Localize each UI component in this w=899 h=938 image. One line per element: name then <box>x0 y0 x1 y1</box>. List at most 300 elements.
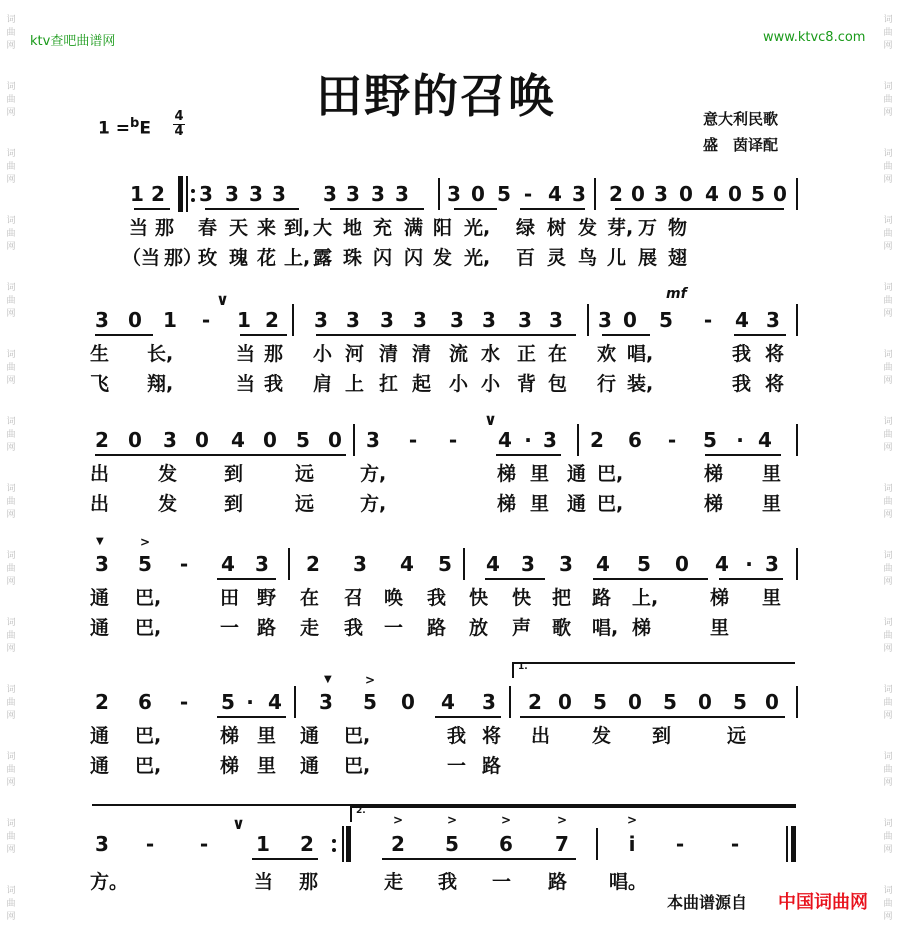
lyric-char: 当 <box>236 373 256 395</box>
score-note: 4 <box>486 552 500 576</box>
score-note: 2 <box>528 690 542 714</box>
score-note: 3 <box>598 308 612 332</box>
bar-line <box>288 548 290 580</box>
score-note: 5 <box>733 690 747 714</box>
watermark-char: 曲 <box>6 564 16 574</box>
watermark-group <box>6 349 15 388</box>
lyric-char: 当 <box>254 871 274 893</box>
watermark-char: 词 <box>883 216 893 226</box>
watermark-char: 曲 <box>883 162 893 172</box>
bar-line <box>438 178 440 210</box>
lyric-char: 巴, <box>135 725 162 747</box>
lyric-char: 小 <box>481 373 501 395</box>
lyric-char: 远 <box>295 493 315 515</box>
watermark-char: 曲 <box>6 430 16 440</box>
score-note: 4 <box>268 690 282 714</box>
lyric-char: 田 <box>220 587 240 609</box>
watermark-char: 曲 <box>6 832 16 842</box>
watermark-char: 词 <box>883 886 893 896</box>
watermark-char: 网 <box>6 376 16 386</box>
score-note: 5 <box>637 552 651 576</box>
lyric-char: 发 <box>578 217 598 239</box>
lyric-char: 发 <box>158 463 178 485</box>
score-note: 0 <box>679 182 693 206</box>
watermark-char: 曲 <box>6 28 16 38</box>
lyric-char: 起 <box>412 373 432 395</box>
score-note: - <box>145 832 155 856</box>
lyric-char: 通 <box>90 587 110 609</box>
lyric-char: 声 <box>512 617 532 639</box>
final-bar-thin <box>786 826 788 862</box>
score-note: 3 <box>766 308 780 332</box>
beam-line <box>496 454 561 456</box>
watermark-group <box>6 14 15 53</box>
lyric-char: 那） <box>164 247 203 269</box>
lyric-char: 梯 <box>632 617 652 639</box>
beam-line <box>520 716 785 718</box>
watermark-char: 网 <box>883 845 893 855</box>
lyric-char: 到 <box>652 725 672 747</box>
bar-line <box>594 178 596 210</box>
score-note: 2 <box>300 832 314 856</box>
watermark-char: 词 <box>6 216 16 226</box>
score-note: - <box>179 690 189 714</box>
lyric-char: 野 <box>257 587 277 609</box>
score-note: 5 <box>221 690 235 714</box>
repeat-dots <box>191 184 195 207</box>
score-note: · <box>736 428 744 452</box>
lyric-char: 瑰 <box>229 247 249 269</box>
watermark-char: 网 <box>6 912 16 922</box>
watermark-char: 词 <box>6 752 16 762</box>
score-note: 3 <box>380 308 394 332</box>
lyric-char: 到 <box>224 493 244 515</box>
score-note: 3 <box>765 552 779 576</box>
lyric-char: 唱。 <box>609 871 648 893</box>
score-note: 5 <box>703 428 717 452</box>
score-note: - <box>675 832 685 856</box>
lyric-char: 路 <box>592 587 612 609</box>
watermark-char: 曲 <box>883 765 893 775</box>
watermark-char: 曲 <box>6 296 16 306</box>
score-note: - <box>448 428 458 452</box>
score-note: 2 <box>391 832 405 856</box>
beam-line <box>252 858 318 860</box>
score-note: 5 <box>445 832 459 856</box>
breath-mark: ∨ <box>216 290 229 309</box>
lyric-char: 河 <box>345 343 365 365</box>
watermark-char: 词 <box>883 819 893 829</box>
lyric-char: 那 <box>264 343 284 365</box>
lyric-char: 梯 <box>497 493 517 515</box>
watermark-char: 词 <box>6 618 16 628</box>
score-note: 5 <box>363 690 377 714</box>
watermark-char: 网 <box>883 644 893 654</box>
score-note: 3 <box>346 182 360 206</box>
lyric-char: 里 <box>257 755 277 777</box>
bar-line <box>587 304 589 336</box>
left-watermark <box>0 0 22 938</box>
watermark-group <box>6 617 15 656</box>
watermark-group <box>883 684 892 723</box>
bar-line <box>796 686 798 718</box>
score-note: · <box>524 428 532 452</box>
volta-hook <box>512 662 514 678</box>
lyric-char: 欢 <box>597 343 617 365</box>
lyric-char: 背 <box>517 373 537 395</box>
lyric-char: （当 <box>122 247 161 269</box>
score-note: 4 <box>231 428 245 452</box>
score-note: 0 <box>558 690 572 714</box>
watermark-char: 曲 <box>883 631 893 641</box>
lyric-char: 飞 <box>90 373 110 395</box>
beam-line <box>593 578 708 580</box>
lyric-char: 小 <box>449 373 469 395</box>
watermark-char: 曲 <box>6 95 16 105</box>
score-note: - <box>199 832 209 856</box>
watermark-char: 曲 <box>6 631 16 641</box>
lyric-char: 物 <box>668 217 688 239</box>
lyric-char: 路 <box>548 871 568 893</box>
lyric-char: 行 <box>597 373 617 395</box>
score-note: 3 <box>482 690 496 714</box>
score-note: 5 <box>659 308 673 332</box>
site-right-label[interactable]: www.ktvc8.com <box>763 30 866 45</box>
site-left-label[interactable]: ktv查吧曲谱网 <box>30 34 116 49</box>
watermark-group <box>883 617 892 656</box>
watermark-group <box>883 349 892 388</box>
lyric-char: 走 <box>384 871 404 893</box>
lyric-char: 唱, <box>592 617 619 639</box>
bar-line <box>796 548 798 580</box>
score-note: - <box>179 552 189 576</box>
watermark-group <box>883 550 892 589</box>
beam-line <box>316 334 576 336</box>
separator-line <box>92 804 796 806</box>
lyric-char: 包 <box>548 373 568 395</box>
lyric-char: 里 <box>762 463 782 485</box>
watermark-char: 词 <box>883 551 893 561</box>
score-note: 5 <box>751 182 765 206</box>
right-watermark <box>877 0 899 938</box>
score-note: · <box>745 552 753 576</box>
score-note: 4 <box>715 552 729 576</box>
score-note: 4 <box>221 552 235 576</box>
lyric-char: 将 <box>765 373 785 395</box>
score-note: 5 <box>438 552 452 576</box>
song-title: 田野的召唤 <box>316 69 556 123</box>
score-note: 3 <box>255 552 269 576</box>
score-note: 0 <box>631 182 645 206</box>
accent-mark: > <box>140 535 151 549</box>
score-note: 3 <box>371 182 385 206</box>
lyric-char: 我 <box>344 617 364 639</box>
lyric-char: 走 <box>300 617 320 639</box>
beam-line <box>615 208 784 210</box>
watermark-char: 词 <box>883 752 893 762</box>
score-note: 4 <box>548 182 562 206</box>
watermark-char: 网 <box>883 41 893 51</box>
score-note: 4 <box>758 428 772 452</box>
bar-line <box>796 178 798 210</box>
watermark-char: 曲 <box>6 162 16 172</box>
lyric-char: 一 <box>384 617 404 639</box>
beam-line <box>705 454 781 456</box>
lyric-char: 将 <box>765 343 785 365</box>
watermark-char: 网 <box>6 644 16 654</box>
lyric-char: 翔, <box>147 373 174 395</box>
lyric-char: 出 <box>90 463 110 485</box>
lyric-char: 光, <box>464 217 491 239</box>
lyric-char: 路 <box>482 755 502 777</box>
watermark-group <box>883 81 892 120</box>
lyric-char: 通 <box>90 725 110 747</box>
breath-mark: ∨ <box>232 814 245 833</box>
lyric-char: 一 <box>220 617 240 639</box>
lyric-char: 通 <box>300 725 320 747</box>
lyric-char: 把 <box>552 587 572 609</box>
lyric-char: 珠 <box>343 247 363 269</box>
lyric-char: 万 <box>638 217 658 239</box>
score-note: 3 <box>95 552 109 576</box>
lyric-char: 巴, <box>135 587 162 609</box>
lyric-char: 上, <box>284 247 311 269</box>
lyric-char: 梯 <box>704 493 724 515</box>
beam-line <box>240 334 287 336</box>
watermark-group <box>6 684 15 723</box>
score-note: 5 <box>296 428 310 452</box>
breath-mark: ∨ <box>484 410 497 429</box>
lyric-char: 我 <box>427 587 447 609</box>
watermark-group <box>6 885 15 924</box>
watermark-char: 词 <box>883 15 893 25</box>
watermark-char: 网 <box>883 711 893 721</box>
volta-line <box>512 662 795 664</box>
lyric-char: 当 <box>129 217 149 239</box>
watermark-char: 网 <box>883 510 893 520</box>
watermark-group <box>6 81 15 120</box>
score-note: 3 <box>543 428 557 452</box>
repeat-start-thick <box>178 176 183 212</box>
accent-mark: > <box>447 813 458 827</box>
lyric-char: 上 <box>345 373 365 395</box>
watermark-char: 曲 <box>883 296 893 306</box>
lyric-char: 远 <box>727 725 747 747</box>
watermark-char: 网 <box>6 778 16 788</box>
score-note: 0 <box>728 182 742 206</box>
lyric-char: 肩 <box>313 373 333 395</box>
repeat-dots <box>332 834 336 857</box>
lyric-char: 通 <box>90 755 110 777</box>
watermark-char: 网 <box>883 376 893 386</box>
watermark-char: 曲 <box>6 497 16 507</box>
lyric-char: 当 <box>236 343 256 365</box>
watermark-char: 词 <box>6 82 16 92</box>
lyric-char: 梯 <box>710 587 730 609</box>
credit-translator: 盛 茵译配 <box>703 136 779 154</box>
volta-number: 1. <box>518 662 528 672</box>
lyric-char: 生 <box>90 343 110 365</box>
score-note: - <box>201 308 211 332</box>
lyric-char: 流 <box>449 343 469 365</box>
score-note: 3 <box>654 182 668 206</box>
watermark-char: 词 <box>6 819 16 829</box>
key-signature: 1 =$^b$E <box>98 116 151 139</box>
accent-mark: > <box>365 673 376 687</box>
score-note: - <box>408 428 418 452</box>
watermark-char: 曲 <box>883 564 893 574</box>
lyric-char: 方。 <box>90 871 129 893</box>
beam-line <box>602 334 650 336</box>
watermark-char: 网 <box>883 577 893 587</box>
score-note: 3 <box>549 308 563 332</box>
lyric-char: 闪 <box>373 247 393 269</box>
watermark-char: 网 <box>883 175 893 185</box>
lyric-char: 小 <box>313 343 333 365</box>
watermark-char: 词 <box>883 350 893 360</box>
score-note: - <box>667 428 677 452</box>
lyric-char: 我 <box>447 725 467 747</box>
accent-mark: > <box>501 813 512 827</box>
lyric-char: 里 <box>762 493 782 515</box>
watermark-group <box>6 751 15 790</box>
lyric-char: 树 <box>547 217 567 239</box>
repeat-end-thin <box>342 826 344 862</box>
lyric-char: 露 <box>313 247 333 269</box>
watermark-char: 曲 <box>883 497 893 507</box>
lyric-char: 大 <box>313 217 333 239</box>
lyric-char: 我 <box>438 871 458 893</box>
score-note: 5 <box>663 690 677 714</box>
beam-line <box>217 578 276 580</box>
score-note: 2 <box>95 428 109 452</box>
lyric-char: 上, <box>632 587 659 609</box>
lyric-char: 阳 <box>433 217 453 239</box>
lyric-char: 里 <box>530 463 550 485</box>
score-note: - <box>730 832 740 856</box>
watermark-char: 曲 <box>6 765 16 775</box>
watermark-char: 网 <box>6 711 16 721</box>
watermark-char: 词 <box>883 149 893 159</box>
lyric-char: 里 <box>762 587 782 609</box>
score-note: 3 <box>559 552 573 576</box>
score-note: 4 <box>400 552 414 576</box>
lyric-char: 发 <box>592 725 612 747</box>
lyric-char: 快 <box>469 587 489 609</box>
score-note: 3 <box>199 182 213 206</box>
watermark-char: 曲 <box>883 698 893 708</box>
lyric-char: 里 <box>257 725 277 747</box>
lyric-char: 出 <box>90 493 110 515</box>
lyric-char: 装, <box>627 373 654 395</box>
lyric-char: 地 <box>343 217 363 239</box>
lyric-char: 巴, <box>135 755 162 777</box>
watermark-char: 词 <box>6 15 16 25</box>
score-note: 1 <box>256 832 270 856</box>
watermark-group <box>883 751 892 790</box>
lyric-char: 儿 <box>607 247 627 269</box>
lyric-char: 快 <box>512 587 532 609</box>
score-note: 2 <box>151 182 165 206</box>
watermark-char: 词 <box>6 149 16 159</box>
lyric-char: 在 <box>300 587 320 609</box>
score-note: 0 <box>401 690 415 714</box>
beam-line <box>205 208 299 210</box>
beam-line <box>134 208 170 210</box>
lyric-char: 花 <box>257 247 277 269</box>
score-note: 1 <box>163 308 177 332</box>
watermark-group <box>883 885 892 924</box>
score-note: 6 <box>628 428 642 452</box>
score-note: 4 <box>596 552 610 576</box>
lyric-char: 出 <box>531 725 551 747</box>
volta-line <box>350 806 796 808</box>
watermark-char: 词 <box>883 618 893 628</box>
score-note: 0 <box>128 428 142 452</box>
watermark-group <box>883 282 892 321</box>
watermark-group <box>883 215 892 254</box>
score-note: i <box>628 832 636 856</box>
lyric-char: 巴, <box>597 493 624 515</box>
lyric-char: 梯 <box>220 755 240 777</box>
lyric-char: 闪 <box>404 247 424 269</box>
watermark-char: 曲 <box>6 698 16 708</box>
lyric-char: 我 <box>732 373 752 395</box>
lyric-char: 发 <box>433 247 453 269</box>
beam-line <box>95 334 153 336</box>
lyric-char: 里 <box>530 493 550 515</box>
watermark-char: 网 <box>6 577 16 587</box>
watermark-char: 网 <box>883 309 893 319</box>
score-note: 2 <box>590 428 604 452</box>
lyric-char: 歌 <box>552 617 572 639</box>
final-bar-thick <box>791 826 796 862</box>
lyric-char: 梯 <box>220 725 240 747</box>
score-note: 4 <box>735 308 749 332</box>
beam-line <box>734 334 786 336</box>
watermark-char: 曲 <box>6 229 16 239</box>
lyric-char: 到, <box>284 217 311 239</box>
score-note: 5 <box>138 552 152 576</box>
score-note: 4 <box>441 690 455 714</box>
lyric-char: 路 <box>257 617 277 639</box>
watermark-char: 词 <box>883 484 893 494</box>
watermark-char: 词 <box>6 417 16 427</box>
staccato-mark: ▼ <box>324 674 332 685</box>
watermark-char: 词 <box>6 685 16 695</box>
lyric-char: 水 <box>481 343 501 365</box>
watermark-group <box>883 148 892 187</box>
watermark-char: 曲 <box>883 28 893 38</box>
source-site-link[interactable]: 中国词曲网 <box>778 892 868 913</box>
beam-line <box>435 716 501 718</box>
score-note: 7 <box>555 832 569 856</box>
score-note: 0 <box>628 690 642 714</box>
beam-line <box>217 716 286 718</box>
lyric-char: 梯 <box>497 463 517 485</box>
score-note: 0 <box>128 308 142 332</box>
score-note: 3 <box>323 182 337 206</box>
watermark-char: 网 <box>6 309 16 319</box>
beam-line <box>719 578 783 580</box>
beam-line <box>330 208 424 210</box>
watermark-char: 词 <box>6 551 16 561</box>
score-note: 6 <box>499 832 513 856</box>
score-note: 0 <box>195 428 209 452</box>
lyric-char: 百 <box>516 247 536 269</box>
lyric-char: 充 <box>373 217 393 239</box>
score-note: 3 <box>314 308 328 332</box>
